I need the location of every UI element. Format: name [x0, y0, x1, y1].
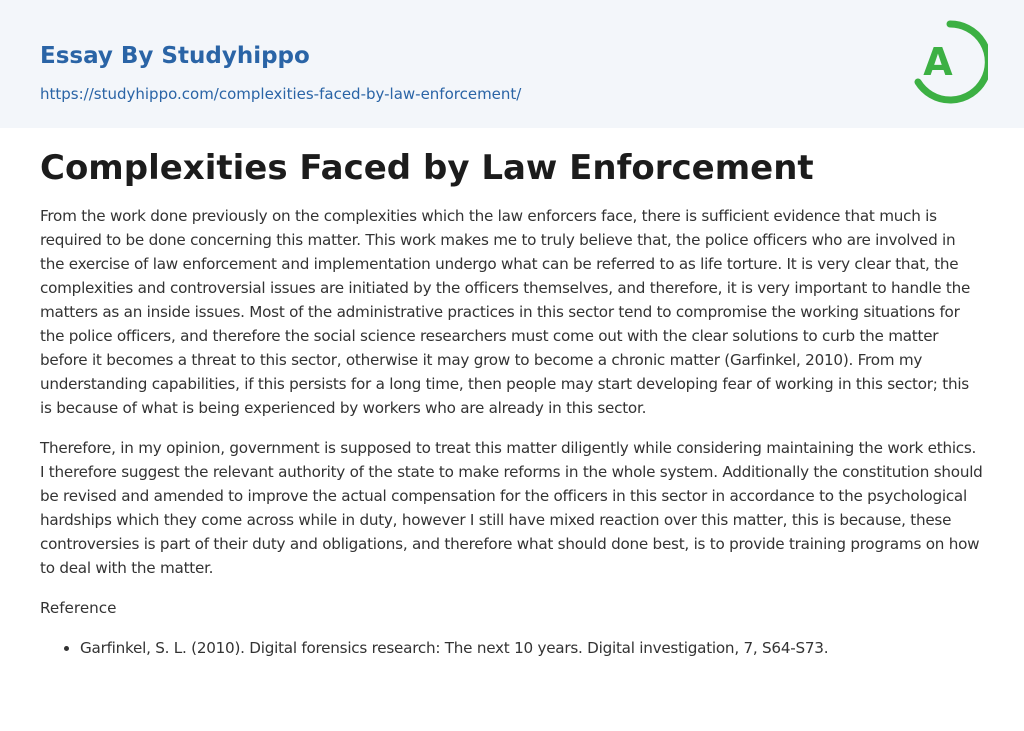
reference-item: • Garfinkel, S. L. (2010). Digital forensics research: The next 10 years. Digital investigation, 7, S64-S73.: [80, 636, 984, 660]
reference-heading: Reference: [40, 599, 117, 617]
article-paragraph-2: Therefore, in my opinion, government is supposed to treat this matter diligently while considering maintaining the work ethics. I therefore suggest the relevant authority of the state to make reforms in the whole system. Additionally the constitution should be revised and amended to improve the actual compensation for the officers in this sector in accordance to the psychological hardships which they come across while in duty, however I still have mixed reaction over this matter, this is because, these controversies is part of their duty and obligations, and therefore what should done best, is to provide training programs on how to deal with the matter.: [40, 439, 983, 577]
article-content: [40, 146, 984, 660]
logo-letter: A: [923, 40, 953, 84]
page-header: [0, 0, 1024, 128]
site-brand[interactable]: Essay By Studyhippo: [40, 43, 310, 69]
article-paragraph-1: From the work done previously on the complexities which the law enforcers face, there is sufficient evidence that much is required to be done concerning this matter. This work makes me to truly believe that, the police officers who are involved in the exercise of law enforcement and implementation undergo what can be referred to as life torture. It is very clear that, the complexities and controversial issues are initiated by the officers themselves, and therefore, it is very important to handle the matters as an inside issues. Most of the administrative practices in this sector tend to compromise the working situations for the police officers, and therefore the social science researchers must come out with the clear solutions to curb the matter before it becomes a threat to this sector, otherwise it may grow to become a chronic matter (Garfinkel, 2010). From my understanding capabilities, if this persists for a long time, then people may start developing fear of working in this sector; this is because of what is being experienced by workers who are already in this sector.: [40, 207, 971, 417]
reference-list: [40, 636, 984, 660]
studyhippo-logo-icon[interactable]: [912, 18, 988, 108]
article-url-link[interactable]: https://studyhippo.com/complexities-faced-by-law-enforcement/: [40, 85, 522, 103]
article-title: Complexities Faced by Law Enforcement: [40, 148, 814, 188]
